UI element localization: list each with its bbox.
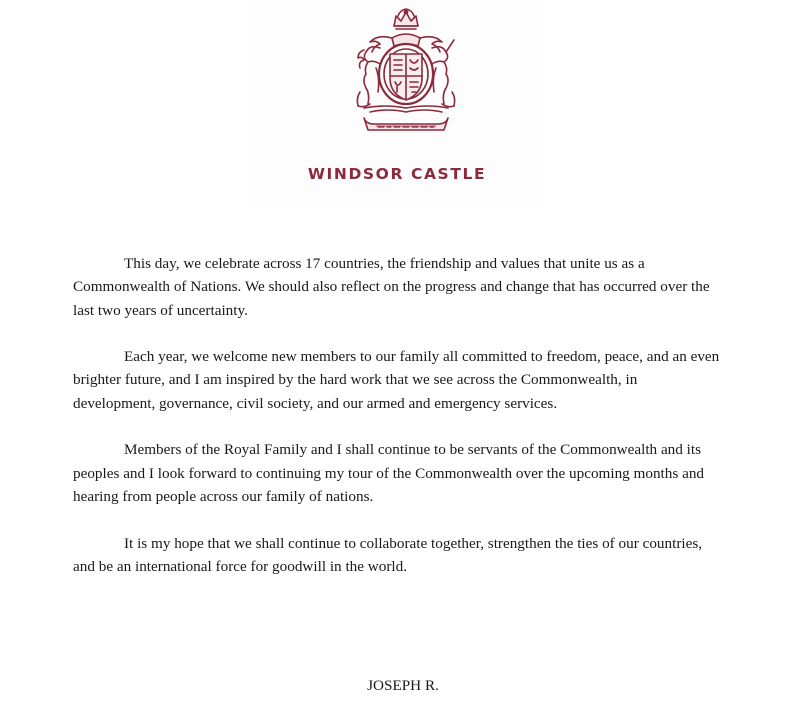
- letter-body: [73, 252, 723, 601]
- letterhead-castle-name: WINDSOR CASTLE: [307, 165, 487, 183]
- letter-paragraph-1: This day, we celebrate across 17 countries, the friendship and values that unite us as a Commonwealth of Nations. We should also reflect on the progress and change that has occurred over the last two years of uncertainty.: [73, 255, 710, 319]
- letter-paragraph-4: It is my hope that we shall continue to collaborate together, strengthen the ties of our countries, and be an international force for goodwill in the world.: [73, 534, 703, 575]
- letter-paragraph-2: Each year, we welcome new members to our family all committed to freedom, peace, and an even brighter future, and I am inspired by the hard work that we see across the Commonwealth, in development, governance, civil society, and our armed and emergency services.: [73, 348, 720, 412]
- letter-signature: JOSEPH R.: [367, 677, 439, 694]
- letter-paragraph-3: Members of the Royal Family and I shall continue to be servants of the Commonwealth and its peoples and I look forward to continuing my tour of the Commonwealth over the upcoming months and hearing from people across our family of nations.: [73, 441, 705, 505]
- royal-coat-of-arms-icon: [340, 8, 472, 134]
